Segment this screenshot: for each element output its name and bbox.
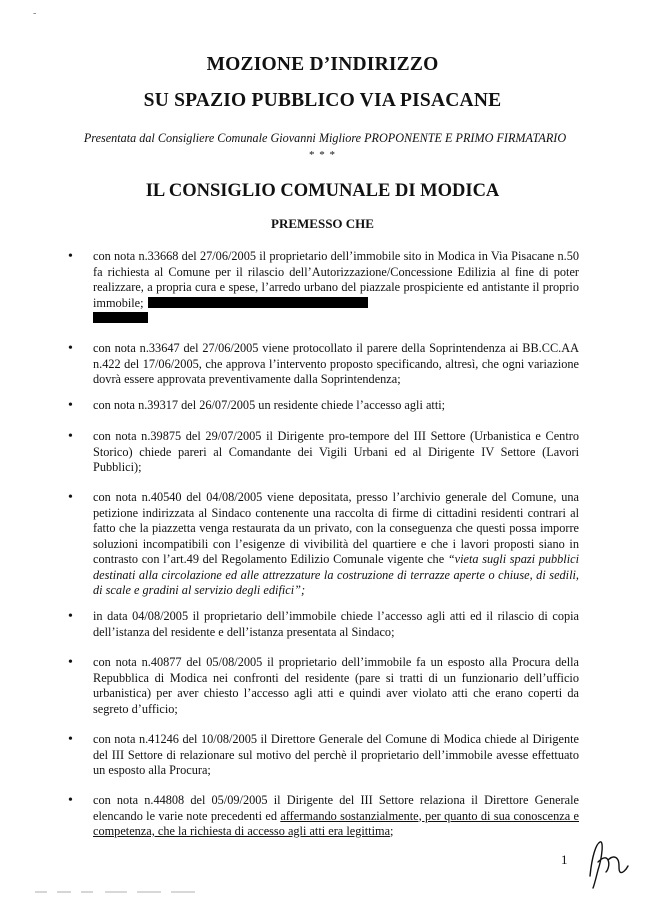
list-item xyxy=(68,732,579,779)
item-quote: “vieta sugli spazi pubblici destinati alla circolazione ed alle attrezzature la costruzione di terrazze aperte o chiuse, di sedili, di scale e gradini al servizio degli edifici”; xyxy=(93,552,579,597)
signature-icon xyxy=(582,836,632,890)
bullet-icon: • xyxy=(68,732,73,747)
list-item xyxy=(68,655,579,717)
item-text: con nota n.40877 del 05/08/2005 il proprietario dell’immobile fa un esposto alla Procura della Repubblica di Modica nei confronti del residente (pare si tratti di un funzionario dell’ufficio urbanistica) per aver chiesto l’accesso agli atti e quindi aver violato atti che erano coperti da segreto d’ufficio; xyxy=(93,655,579,716)
list-item xyxy=(68,609,579,640)
bullet-icon: • xyxy=(68,490,73,505)
list-item xyxy=(68,490,579,599)
document-title-line-2: SU SPAZIO PUBBLICO VIA PISACANE xyxy=(143,90,502,111)
bullet-icon: • xyxy=(68,249,73,264)
bullet-icon: • xyxy=(68,609,73,624)
bullet-icon: • xyxy=(68,793,73,808)
item-text: con nota n.33668 del 27/06/2005 il proprietario dell’immobile sito in Modica in Via Pisacane n.50 fa richiesta al Comune per il rilascio dell’Autorizzazione/Concessione Edilizia al fine di poter realizzare, a propria cura e spese, l’arredo urbano del piazzale prospiciente ed antistante il proprio immobile; xyxy=(93,249,579,310)
item-text: con nota n.40540 del 04/08/2005 viene depositata, presso l’archivio generale del Comune, una petizione indirizzata al Sindaco contenente una raccolta di firme di cittadini residenti contrari al fatto che la piazzetta venga restaurata da un privato, con la conseguenza che questi possa imporre soluzioni incompatibili con l’esigenze di vivibilità del quartiere e che i lavori proposti siano in contrasto con l’art.49 del Regolamento Edilizio Comunale vigente che xyxy=(93,490,579,566)
item-text: con nota n.33647 del 27/06/2005 viene protocollato il parere della Soprintendenza ai BB.CC.AA n.422 del 17/06/2005, che approva l’intervento proposto specificando, altresì, che ogni variazione dovrà essere approvata preventivamente dalla Soprintendenza; xyxy=(93,341,579,386)
premesso-heading: PREMESSO CHE xyxy=(271,216,374,231)
section-separator: * * * xyxy=(309,149,336,161)
bottom-dashes xyxy=(35,880,205,900)
bullet-icon: • xyxy=(68,341,73,356)
item-text: con nota n.44808 del 05/09/2005 il Dirigente del III Settore relaziona il Direttore Generale elencando le varie note precedenti ed xyxy=(93,793,579,823)
item-text: in data 04/08/2005 il proprietario dell’immobile chiede l’accesso agli atti ed il rilascio di copia dell’istanza del residente e dell’istanza presentata al Sindaco; xyxy=(93,609,579,639)
list-item xyxy=(68,429,579,476)
bullet-icon: • xyxy=(68,655,73,670)
document-title-line-1: MOZIONE D’INDIRIZZO xyxy=(206,54,439,75)
item-text: con nota n.39875 del 29/07/2005 il Dirigente pro-tempore del III Settore (Urbanistica e Centro Storico) chiede pareri al Comandante dei Vigili Urbani ed al Dirigente IV Settore (Lavori Pubblici); xyxy=(93,429,579,474)
page-number: 1 xyxy=(561,852,568,867)
item-text: con nota n.41246 del 10/08/2005 il Direttore Generale del Comune di Modica chiede al Dirigente del III Settore di relazionare sul motivo del perchè il proprietario dell’immobile avesse effettuato un esposto alla Procura; xyxy=(93,732,579,777)
bullet-icon: • xyxy=(68,398,73,413)
presented-by-line: Presentata dal Consigliere Comunale Giovanni Migliore PROPONENTE E PRIMO FIRMATARIO xyxy=(83,131,567,145)
item-underlined-text: affermando sostanzialmente, per quanto di sua conoscenza e competenza, che la richiesta di accesso agli atti era legittima xyxy=(93,808,579,838)
top-mark: - xyxy=(33,8,37,19)
item-text: con nota n.39317 del 26/07/2005 un residente chiede l’accesso agli atti; xyxy=(93,398,446,412)
bullet-icon: • xyxy=(68,429,73,444)
list-item xyxy=(68,398,579,414)
list-item: • con nota n.44808 del 05/09/2005 il Dirigente del III Settore relaziona il Direttore Generale elencando le varie note precedenti ed affermando sostanzialmente, per quanto di sua conoscenza e competenza, che la richiesta di accesso agli atti era legittima; xyxy=(68,793,579,838)
list-item xyxy=(68,341,579,388)
redaction-bar xyxy=(148,297,368,308)
list-item xyxy=(68,249,579,327)
redaction-bar xyxy=(93,312,148,323)
council-heading: IL CONSIGLIO COMUNALE DI MODICA xyxy=(145,181,500,201)
